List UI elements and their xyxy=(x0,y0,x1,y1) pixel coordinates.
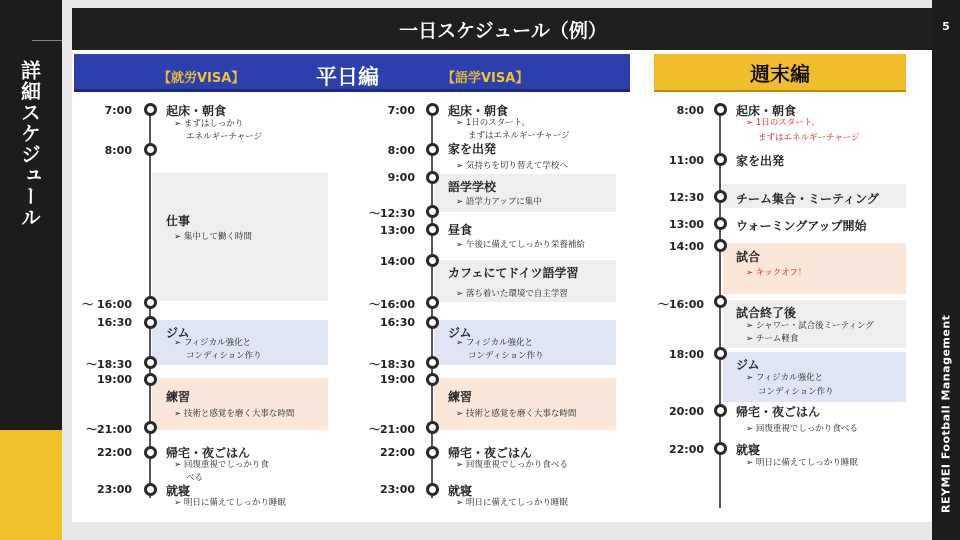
timeline-dot xyxy=(714,239,727,252)
event-title: 起床・朝食 xyxy=(166,104,227,118)
event-title: 試合 xyxy=(736,250,761,264)
time-label: 11:00 xyxy=(668,154,704,167)
time-label: 9:00 xyxy=(387,171,415,184)
event-title: 就寝 xyxy=(736,443,761,457)
timeline-dot xyxy=(426,223,439,236)
event-title: ウォーミングアップ開始 xyxy=(736,219,867,233)
time-label: ～18:30 xyxy=(85,358,132,371)
time-label: 13:00 xyxy=(668,218,704,231)
time-label: 16:30 xyxy=(379,316,415,329)
time-label: 12:30 xyxy=(668,191,704,204)
event-title: 起床・朝食 xyxy=(736,104,797,118)
event-note: ➢ 集中して働く時間 xyxy=(174,232,252,242)
timeline-dot xyxy=(144,483,157,496)
time-label: ～12:30 xyxy=(368,207,415,220)
timeline-dot xyxy=(426,316,439,329)
time-label: ～16:00 xyxy=(657,298,704,311)
time-label: 23:00 xyxy=(96,483,132,496)
time-label: 19:00 xyxy=(379,373,415,386)
timeline-dot xyxy=(714,103,727,116)
timeline-dot xyxy=(426,446,439,459)
timeline-dot xyxy=(714,217,727,230)
brand-text: REYMEI Football Management xyxy=(939,314,953,514)
event-title: 仕事 xyxy=(166,214,191,228)
time-label: 19:00 xyxy=(96,373,132,386)
time-label: ～21:00 xyxy=(85,423,132,436)
event-note: エネルギーチャージ xyxy=(186,132,263,142)
event-note: まずはエネルギーチャージ xyxy=(758,133,860,143)
event-title: 就寝 xyxy=(166,484,191,498)
timeline-dot xyxy=(144,373,157,386)
timeline-dot xyxy=(426,171,439,184)
event-note: ➢ 回復重視でしっかり食べる xyxy=(456,460,568,470)
time-label: 22:00 xyxy=(379,446,415,459)
event-title: 帰宅・夜ごはん xyxy=(166,446,251,460)
event-note: ➢ 回復重視でしっかり食 xyxy=(174,460,269,470)
event-title: 帰宅・夜ごはん xyxy=(448,446,533,460)
timeline-dot xyxy=(426,373,439,386)
timeline-dot xyxy=(144,446,157,459)
event-note: ➢ まずはしっかり xyxy=(174,119,244,129)
event-note: まずはエネルギーチャージ xyxy=(468,131,570,141)
timeline-dot xyxy=(144,143,157,156)
event-note: ➢ 1日のスタート。 xyxy=(456,118,530,128)
event-note: ➢ フィジカル強化と xyxy=(174,338,252,348)
timeline-dot xyxy=(426,483,439,496)
event-note: ➢ フィジカル強化と xyxy=(456,338,534,348)
time-label: 22:00 xyxy=(668,443,704,456)
timeline-dot xyxy=(426,103,439,116)
event-note: ➢ 技術と感覚を磨く大事な時間 xyxy=(174,409,295,419)
timeline-dot xyxy=(144,103,157,116)
event-title: ジム xyxy=(736,358,760,372)
page-number: 5 xyxy=(942,20,950,33)
work-visa-label: 【就労VISA】 xyxy=(158,71,245,86)
event-title: 試合終了後 xyxy=(736,306,797,320)
time-label: 23:00 xyxy=(379,483,415,496)
time-label: 7:00 xyxy=(387,104,415,117)
event-note: ➢ シャワー・試合後ミーティング xyxy=(746,321,874,331)
timeline-dot xyxy=(144,421,157,434)
event-note: ➢ 明日に備えてしっかり睡眠 xyxy=(746,458,858,468)
time-label: ～16:00 xyxy=(368,298,415,311)
time-label: ～21:00 xyxy=(368,423,415,436)
event-note: コンディション作り xyxy=(758,387,834,397)
event-title: 帰宅・夜ごはん xyxy=(736,405,821,419)
event-title: チーム集合・ミーティング xyxy=(736,192,879,206)
time-label: ～ 16:00 xyxy=(82,298,132,311)
event-note: ➢ 明日に備えてしっかり睡眠 xyxy=(456,498,568,508)
time-label: ～18:30 xyxy=(368,358,415,371)
event-note: コンディション作り xyxy=(186,351,262,361)
event-title: ジム xyxy=(166,326,190,340)
event-note: ➢ 午後に備えてしっかり栄養補給 xyxy=(456,240,585,250)
weekday-title: 平日編 xyxy=(316,65,379,89)
event-title: 就寝 xyxy=(448,484,473,498)
event-note: ➢ 1日のスタート。 xyxy=(746,118,820,128)
event-title: 起床・朝食 xyxy=(448,104,509,118)
time-label: 16:30 xyxy=(96,316,132,329)
sidebar-title: 詳細スケジュール xyxy=(17,60,42,228)
event-note: ➢ 落ち着いた環境で自主学習 xyxy=(456,289,568,299)
timeline-dot xyxy=(714,347,727,360)
divider xyxy=(32,40,62,41)
event-note: ➢ 技術と感覚を磨く大事な時間 xyxy=(456,409,577,419)
time-label: 8:00 xyxy=(676,104,704,117)
timeline-dot xyxy=(714,404,727,417)
time-label: 14:00 xyxy=(379,255,415,268)
time-label: 7:00 xyxy=(104,104,132,117)
timeline-dot xyxy=(714,190,727,203)
time-label: 8:00 xyxy=(387,144,415,157)
time-label: 8:00 xyxy=(104,144,132,157)
event-note: ➢ 気持ちを切り替えて学校へ xyxy=(456,161,568,171)
event-note: ➢ フィジカル強化と xyxy=(746,373,824,383)
timeline-dot xyxy=(714,442,727,455)
timeline-dot xyxy=(426,421,439,434)
timeline-dot xyxy=(714,153,727,166)
event-title: 語学学校 xyxy=(448,180,497,194)
event-title: 家を出発 xyxy=(736,154,785,168)
timeline-dot xyxy=(426,254,439,267)
event-note: ➢ キックオフ！ xyxy=(746,268,807,278)
language-visa-label: 【語学VISA】 xyxy=(442,71,529,86)
time-label: 20:00 xyxy=(668,405,704,418)
event-title: カフェにてドイツ語学習 xyxy=(448,266,579,280)
event-note: ➢ 回復重視でしっかり食べる xyxy=(746,424,858,434)
time-label: 14:00 xyxy=(668,240,704,253)
event-note: ➢ 語学力アップに集中 xyxy=(456,197,542,207)
timeline-dot xyxy=(144,356,157,369)
event-title: 練習 xyxy=(448,390,473,404)
timeline-dot xyxy=(426,356,439,369)
timeline-dot xyxy=(144,296,157,309)
timeline-dot xyxy=(426,296,439,309)
event-note: コンディション作り xyxy=(468,351,544,361)
time-label: 13:00 xyxy=(379,224,415,237)
timeline-dot xyxy=(714,295,727,308)
event-note: ➢ 明日に備えてしっかり睡眠 xyxy=(174,498,286,508)
event-title: 練習 xyxy=(166,390,191,404)
timeline-dot xyxy=(144,316,157,329)
timeline-dot xyxy=(426,205,439,218)
time-label: 22:00 xyxy=(96,446,132,459)
time-label: 18:00 xyxy=(668,348,704,361)
timeline-dot xyxy=(426,143,439,156)
weekend-title: 週末編 xyxy=(654,54,906,92)
event-title: 昼食 xyxy=(448,223,473,237)
event-title: 家を出発 xyxy=(448,142,497,156)
page-title: 一日スケジュール（例） xyxy=(72,8,934,50)
event-title: ジム xyxy=(448,326,472,340)
event-note: べる xyxy=(186,473,204,483)
accent-block xyxy=(0,430,62,540)
event-note: ➢ チーム軽食 xyxy=(746,334,799,344)
